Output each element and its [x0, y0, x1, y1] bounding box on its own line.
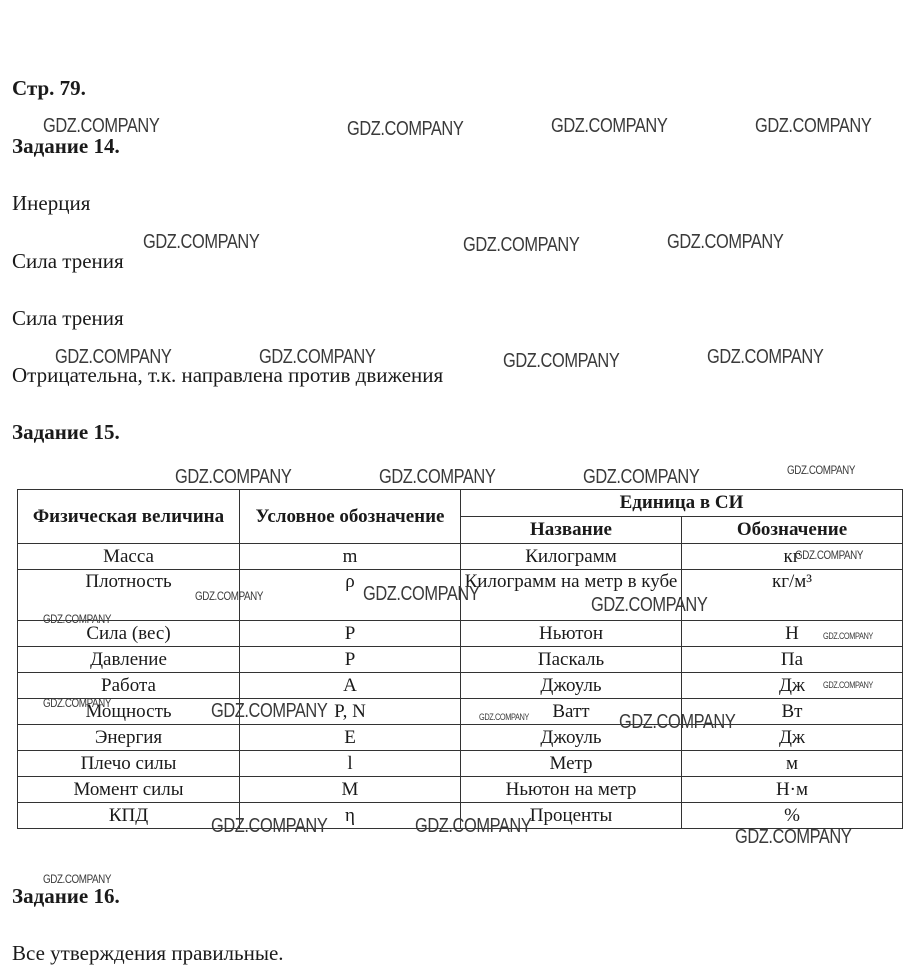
- watermark: GDZ.COMPANY: [43, 612, 112, 626]
- header-unit-symbol: Обозначение: [682, 517, 903, 544]
- symbol-cell: m: [240, 544, 461, 570]
- unit-name-cell: Ньютон: [461, 621, 682, 647]
- table-row: [18, 673, 903, 699]
- unit-name-cell: Ватт: [461, 699, 682, 725]
- table-row: [18, 621, 903, 647]
- quantity-cell: КПД: [18, 803, 240, 829]
- watermark: GDZ.COMPANY: [707, 346, 824, 368]
- watermark: GDZ.COMPANY: [667, 231, 784, 253]
- task16-heading: Задание 16.: [12, 884, 120, 908]
- watermark: GDZ.COMPANY: [735, 826, 852, 848]
- watermark: GDZ.COMPANY: [259, 346, 376, 368]
- task14-answer-2: Сила трения: [12, 249, 124, 273]
- task14-answer-1: Инерция: [12, 191, 91, 215]
- header-quantity: Физическая величина: [18, 490, 240, 544]
- watermark: GDZ.COMPANY: [379, 466, 496, 488]
- unit-symbol-cell: %: [682, 803, 903, 829]
- watermark: GDZ.COMPANY: [211, 700, 328, 722]
- symbol-cell: A: [240, 673, 461, 699]
- quantity-cell: Сила (вес): [18, 621, 240, 647]
- watermark: GDZ.COMPANY: [787, 463, 856, 477]
- watermark: GDZ.COMPANY: [175, 466, 292, 488]
- quantity-cell: Момент силы: [18, 777, 240, 803]
- watermark: GDZ.COMPANY: [583, 466, 700, 488]
- unit-name-cell: Джоуль: [461, 673, 682, 699]
- unit-symbol-cell: кг: [682, 544, 903, 570]
- unit-name-cell: Ньютон на метр: [461, 777, 682, 803]
- watermark: GDZ.COMPANY: [755, 115, 872, 137]
- watermark: GDZ.COMPANY: [363, 583, 480, 605]
- quantity-cell: Давление: [18, 647, 240, 673]
- unit-name-cell: Паскаль: [461, 647, 682, 673]
- unit-symbol-cell: кг/м³: [682, 570, 903, 621]
- watermark: GDZ.COMPANY: [823, 631, 873, 641]
- unit-symbol-cell: Вт: [682, 699, 903, 725]
- watermark: GDZ.COMPANY: [463, 234, 580, 256]
- watermark: GDZ.COMPANY: [795, 548, 864, 562]
- task14-answer-4: Отрицательна, т.к. направлена против движения: [12, 363, 444, 387]
- watermark: GDZ.COMPANY: [347, 118, 464, 140]
- watermark: GDZ.COMPANY: [415, 815, 532, 837]
- watermark: GDZ.COMPANY: [43, 872, 112, 886]
- watermark: GDZ.COMPANY: [55, 346, 172, 368]
- table-row: [18, 803, 903, 829]
- quantity-cell: Плечо силы: [18, 751, 240, 777]
- symbol-cell: M: [240, 777, 461, 803]
- task15-heading: Задание 15.: [12, 420, 120, 444]
- watermark: GDZ.COMPANY: [143, 231, 260, 253]
- watermark: GDZ.COMPANY: [195, 589, 264, 603]
- symbol-cell: l: [240, 751, 461, 777]
- unit-name-cell: Проценты: [461, 803, 682, 829]
- table-row: [18, 647, 903, 673]
- quantity-cell: Плотность: [18, 570, 240, 621]
- unit-symbol-cell: Н: [682, 621, 903, 647]
- symbol-cell: η: [240, 803, 461, 829]
- watermark: GDZ.COMPANY: [619, 711, 736, 733]
- si-units-table: [17, 489, 903, 829]
- task14-answer-3: Сила трения: [12, 306, 124, 330]
- watermark: GDZ.COMPANY: [503, 350, 620, 372]
- watermark: GDZ.COMPANY: [479, 712, 529, 722]
- unit-name-cell: Метр: [461, 751, 682, 777]
- unit-symbol-cell: Н·м: [682, 777, 903, 803]
- header-symbol: Условное обозначение: [240, 490, 461, 544]
- quantity-cell: Масса: [18, 544, 240, 570]
- header-si-unit: Единица в СИ: [461, 490, 903, 517]
- unit-symbol-cell: Дж: [682, 673, 903, 699]
- watermark: GDZ.COMPANY: [823, 680, 873, 690]
- table-row: [18, 699, 903, 725]
- unit-name-cell: Килограмм на метр в кубе: [461, 570, 682, 621]
- table-row: [18, 777, 903, 803]
- header-unit-name: Название: [461, 517, 682, 544]
- unit-name-cell: Килограмм: [461, 544, 682, 570]
- table-row: [18, 544, 903, 570]
- symbol-cell: P: [240, 621, 461, 647]
- symbol-cell: P: [240, 647, 461, 673]
- table-row: [18, 725, 903, 751]
- watermark: GDZ.COMPANY: [211, 815, 328, 837]
- quantity-cell: Работа: [18, 673, 240, 699]
- symbol-cell: ρ: [240, 570, 461, 621]
- symbol-cell: E: [240, 725, 461, 751]
- watermark: GDZ.COMPANY: [551, 115, 668, 137]
- table-row: [18, 751, 903, 777]
- unit-symbol-cell: Па: [682, 647, 903, 673]
- watermark: GDZ.COMPANY: [591, 594, 708, 616]
- page-title: Стр. 79.: [12, 76, 86, 100]
- quantity-cell: Энергия: [18, 725, 240, 751]
- table-row: [18, 570, 903, 621]
- watermark: GDZ.COMPANY: [43, 115, 160, 137]
- task14-heading: Задание 14.: [12, 134, 120, 158]
- unit-symbol-cell: Дж: [682, 725, 903, 751]
- task16-answer: Все утверждения правильные.: [12, 941, 284, 965]
- symbol-cell: P, N: [240, 699, 461, 725]
- quantity-cell: Мощность: [18, 699, 240, 725]
- unit-name-cell: Джоуль: [461, 725, 682, 751]
- unit-symbol-cell: м: [682, 751, 903, 777]
- watermark: GDZ.COMPANY: [43, 696, 112, 710]
